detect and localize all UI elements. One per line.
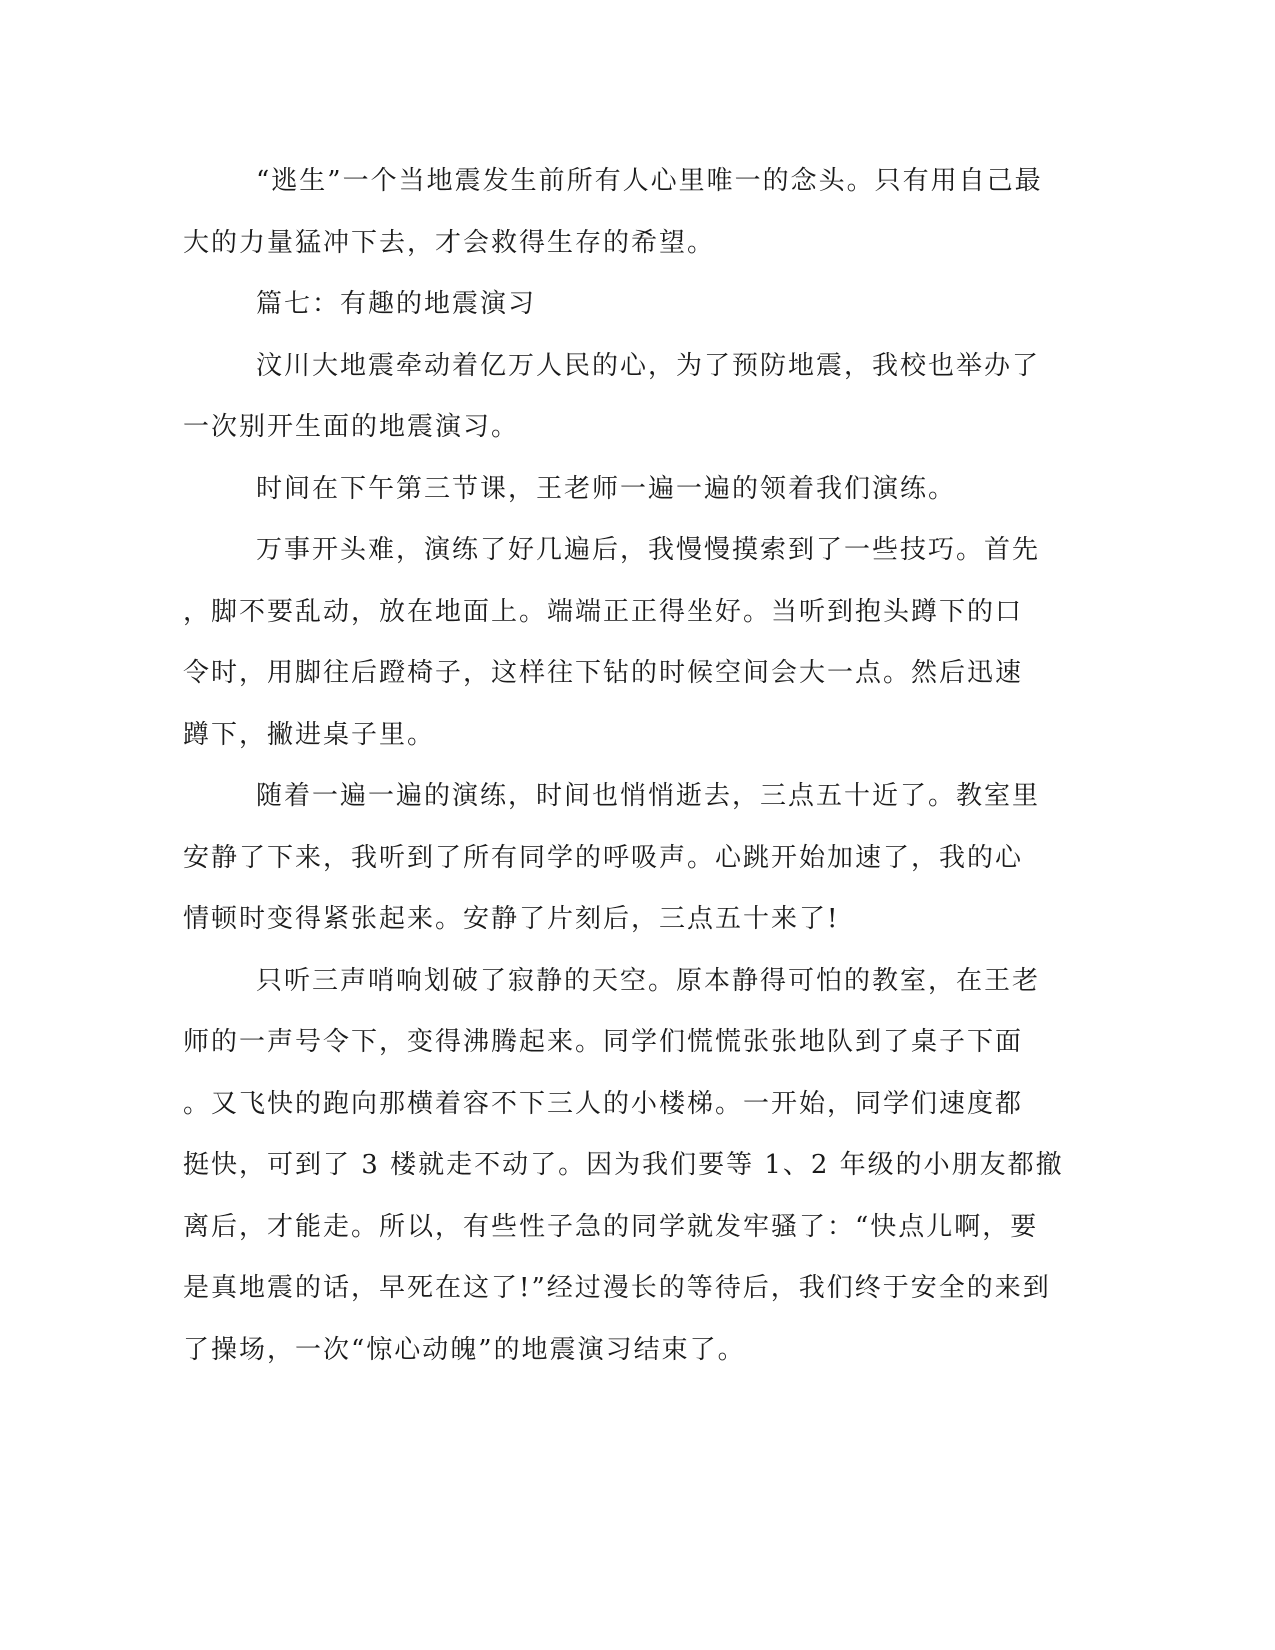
text-line-6: 时间在下午第三节课，王老师一遍一遍的领着我们演练。: [256, 473, 957, 504]
text-line-7: 万事开头难，演练了好几遍后，我慢慢摸索到了一些技巧。首先: [256, 535, 1041, 565]
text-line-9: 令时，用脚往后蹬椅子，这样往下钻的时候空间会大一点。然后迅速: [183, 658, 1024, 688]
text-line-20: 了操场，一次“惊心动魄”的地震演习结束了。: [183, 1334, 746, 1365]
section-heading: 篇七：有趣的地震演习: [256, 289, 537, 319]
text-line-12: 安静了下来，我听到了所有同学的呼吸声。心跳开始加速了，我的心: [183, 842, 1024, 873]
text-line-16: 。又飞快的跑向那横着容不下三人的小楼梯。一开始，同学们速度都: [183, 1088, 1024, 1119]
text-line-19: 是真地震的话，早死在这了!”经过漫长的等待后，我们终于安全的来到: [183, 1273, 1051, 1303]
document-body: [183, 151, 1063, 1381]
text-line-1: “逃生”一个当地震发生前所有人心里唯一的念头。只有用自己最: [256, 166, 1043, 196]
text-line-5: 一次别开生面的地震演习。: [183, 412, 520, 442]
text-line-2: 大的力量猛冲下去，才会救得生存的希望。: [183, 227, 716, 258]
text-line-13: 情顿时变得紧张起来。安静了片刻后，三点五十来了!: [183, 904, 840, 934]
text-line-8: ，脚不要乱动，放在地面上。端端正正得坐好。当听到抱头蹲下的口: [183, 596, 1024, 627]
text-line-17: 挺快，可到了 3 楼就走不动了。因为我们要等 1、2 年级的小朋友都撤: [183, 1150, 1064, 1180]
text-line-15: 师的一声号令下，变得沸腾起来。同学们慌慌张张地队到了桌子下面: [183, 1027, 1024, 1057]
text-line-18: 离后，才能走。所以，有些性子急的同学就发牢骚了：“快点儿啊，要: [183, 1211, 1039, 1242]
text-line-14: 只听三声哨响划破了寂静的天空。原本静得可怕的教室，在王老: [256, 965, 1041, 996]
text-line-11: 随着一遍一遍的演练，时间也悄悄逝去，三点五十近了。教室里: [256, 781, 1041, 811]
text-line-4: 汶川大地震牵动着亿万人民的心，为了预防地震，我校也举办了: [256, 350, 1041, 381]
text-line-10: 蹲下，撇进桌子里。: [183, 719, 436, 750]
